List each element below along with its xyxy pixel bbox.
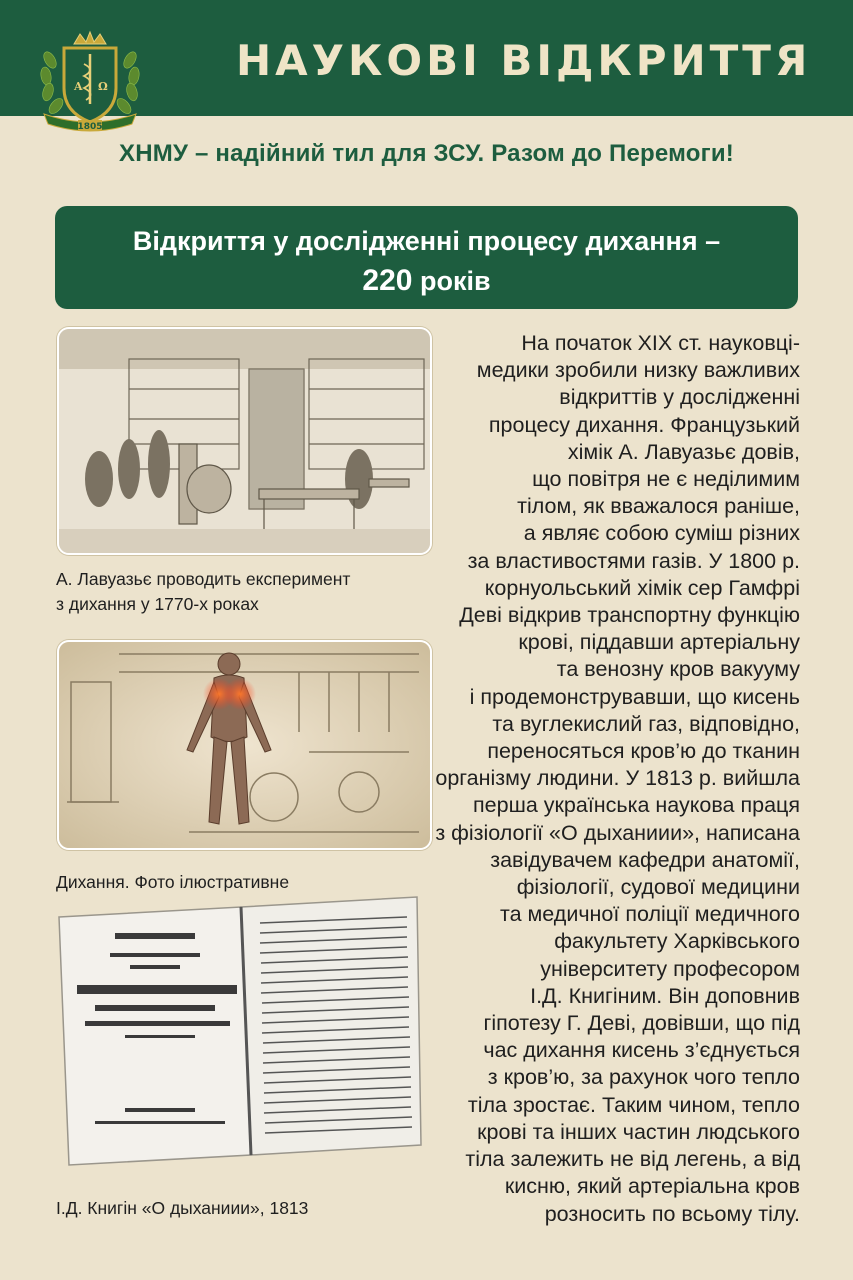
article-text-line: тіла зростає. Таким чином, тепло xyxy=(467,1092,800,1117)
banner-anniversary xyxy=(55,264,798,298)
article-text-line: гіпотезу Г. Деві, довівши, що під xyxy=(483,1011,800,1036)
logo-letter-alpha: A xyxy=(74,80,83,93)
old-book-image xyxy=(55,893,425,1175)
article-text-line: І.Д. Книгіним. Він доповнив xyxy=(530,983,800,1008)
logo-letter-omega: Ω xyxy=(98,80,108,93)
article-text-line: крові, піддавши артеріальну xyxy=(518,630,800,655)
caption-breathing xyxy=(56,870,289,895)
article-text-line: На початок ХІХ ст. науковці- xyxy=(521,331,800,355)
banner-title: Відкриття у дослідженні процесу дихання – xyxy=(132,226,721,256)
caption-book xyxy=(56,1196,308,1221)
article-text-line: і продемонструвавши, що кисень xyxy=(469,684,800,709)
article-text-line: розносить по всьому тілу. xyxy=(544,1201,800,1226)
article-text-line: факультету Харківського xyxy=(554,929,800,954)
caption-lavoisier xyxy=(56,567,350,617)
article-text-line: процесу дихання. Французький xyxy=(488,412,800,437)
caption-line: Дихання. Фото ілюстративне xyxy=(56,872,290,892)
page-title: НАУКОВІ ВІДКРИТТЯ xyxy=(236,36,812,85)
engraving-laboratory-image xyxy=(57,327,432,555)
article-text-line: корнуольський хімік сер Гамфрі xyxy=(484,575,800,600)
article-text-line: кисню, який артеріальна кров xyxy=(504,1174,800,1199)
caption-line: з дихання у 1770-х роках xyxy=(56,594,259,614)
anatomy-illustration-image xyxy=(57,640,432,850)
logo-year: 1805 xyxy=(77,122,103,132)
article-text-line: хімік А. Лавуазьє довів, xyxy=(567,439,800,464)
article-text-line: завідувачем кафедри анатомії, xyxy=(490,847,800,872)
header-bar xyxy=(0,0,853,132)
article-text-line: Деві відкрив транспортну функцію xyxy=(459,603,800,628)
article-text xyxy=(420,330,800,1228)
topic-banner xyxy=(55,206,798,309)
article-text-line: тіла залежить не від легень, а від xyxy=(465,1147,800,1172)
article-text-line: перша українська наукова праця xyxy=(473,793,800,818)
article-text-line: час дихання кисень з’єднується xyxy=(483,1038,800,1063)
article-text-line: що повітря не є неділимим xyxy=(532,467,800,492)
article-text-line: тілом, як вважалося раніше, xyxy=(517,494,800,519)
article-text-line: переносяться кров’ю до тканин xyxy=(487,739,800,764)
slogan: ХНМУ – надійний тил для ЗСУ. Разом до Перемоги! xyxy=(119,140,734,167)
article-text-line: університету професором xyxy=(540,956,800,981)
article-text-line: та медичної поліції медичного xyxy=(499,902,800,927)
article-text-line: за властивостями газів. У 1800 р. xyxy=(467,548,800,573)
article-text-line: організму людини. У 1813 р. вийшла xyxy=(435,766,800,791)
article-text-line: крові та інших частин людського xyxy=(477,1119,800,1144)
banner-number: 220 xyxy=(362,264,413,297)
article-text-line: а являє собою суміш різних xyxy=(523,521,800,546)
article-text-line: медики зробили низку важливих xyxy=(476,358,800,383)
caption-line: І.Д. Книгін «О дыханиии», 1813 xyxy=(56,1198,309,1218)
article-text-line: з кров’ю, за рахунок чого тепло xyxy=(487,1065,800,1090)
article-text-line: відкриттів у дослідженні xyxy=(559,385,800,410)
article-text-line: з фізіології «О дыханиии», написана xyxy=(435,820,800,845)
article-text-line: та вуглекислий газ, відповідно, xyxy=(492,711,800,736)
article-text-line: та венозну кров вакууму xyxy=(556,657,800,682)
caption-line: А. Лавуазьє проводить експеримент xyxy=(56,569,351,589)
article-text-line: фізіології, судової медицини xyxy=(516,875,800,900)
banner-unit: років xyxy=(419,266,491,296)
university-crest-icon xyxy=(38,30,142,134)
